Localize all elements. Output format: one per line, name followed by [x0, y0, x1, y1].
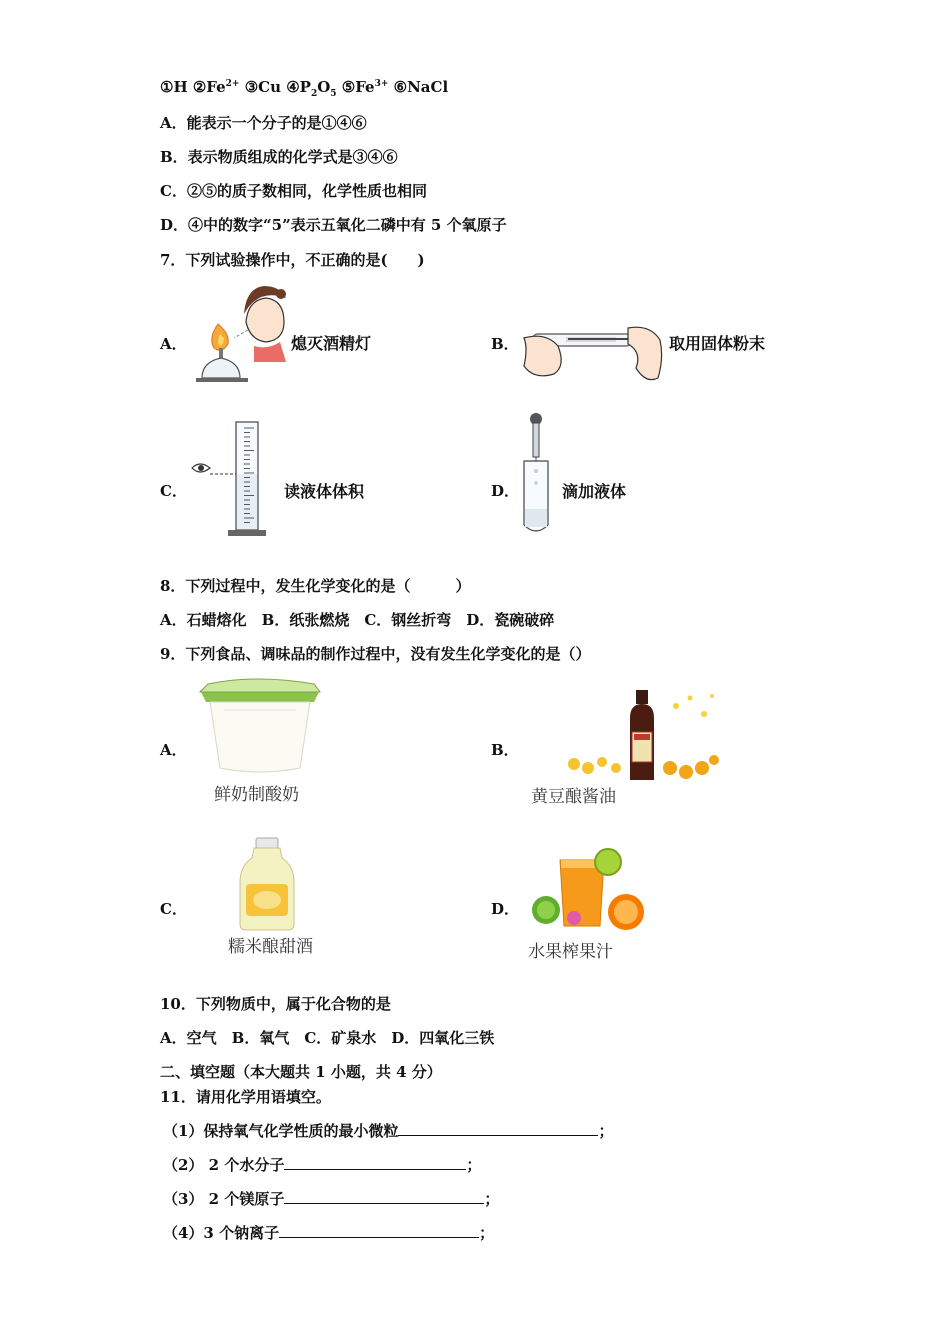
q7-caption-b: 取用固体粉末 [669, 334, 766, 353]
answer-blank[interactable] [284, 1155, 466, 1170]
q8-options: A．石蜡熔化 B．纸张燃烧 C．钢丝折弯 D．瓷碗破碎 [160, 611, 555, 629]
section-heading: 二、填空题（本大题共 1 小题，共 4 分） [160, 1063, 442, 1081]
alcohol-lamp-illustration [188, 282, 293, 397]
q7-letter-b: B． [491, 335, 519, 353]
q7-letter-a: A． [160, 335, 187, 353]
answer-blank[interactable] [284, 1189, 484, 1204]
q9-letter-d: D． [491, 900, 520, 918]
q7-letter-c: C． [160, 482, 187, 500]
q11-item-2 [163, 1154, 481, 1175]
q10-stem: 10．下列物质中，属于化合物的是 [160, 995, 391, 1013]
rice-wine-jar-image [238, 836, 296, 932]
q7-caption-d: 滴加液体 [562, 482, 627, 501]
q11-item-end: ； [479, 1224, 495, 1242]
q9-letter-b: B． [491, 741, 519, 759]
q8-stem: 8．下列过程中，发生化学变化的是（ ） [160, 577, 471, 595]
q11-item-label: （4）3 个钠离子 [163, 1224, 280, 1242]
q9-stem: 9．下列食品、调味品的制作过程中，没有发生化学变化的是（） [160, 645, 591, 663]
q11-stem: 11．请用化学用语填空。 [160, 1088, 331, 1106]
fruit-juice-image [528, 848, 646, 934]
q9-caption-a: 鲜奶制酸奶 [214, 785, 299, 805]
q7-letter-d: D． [491, 482, 520, 500]
q11-item-1 [163, 1120, 613, 1141]
q11-item-end: ； [598, 1122, 614, 1140]
q6-option-a: A．能表示一个分子的是①④⑥ [160, 114, 367, 132]
ion-text: ⑥NaCl [388, 78, 449, 96]
ion-charge: 3+ [374, 79, 389, 89]
ion-charge: 2+ [225, 79, 240, 89]
ion-text: ①H ②Fe [160, 78, 226, 96]
q11-item-end: ； [466, 1156, 482, 1174]
soy-sauce-image [566, 688, 721, 784]
q11-item-4 [163, 1222, 494, 1243]
answer-blank[interactable] [279, 1223, 479, 1238]
ion-text: O [317, 78, 331, 96]
graduated-cylinder-illustration [188, 418, 270, 540]
q11-item-label: （1）保持氧气化学性质的最小微粒 [163, 1122, 399, 1140]
ion-text: ③Cu ④P [239, 78, 311, 96]
subscript: 5 [330, 89, 337, 99]
q11-item-end: ； [484, 1190, 500, 1208]
q11-item-label: （3） 2 个镁原子 [163, 1190, 285, 1208]
q7-caption-a: 熄灭酒精灯 [291, 334, 372, 353]
q9-caption-d: 水果榨果汁 [528, 942, 613, 962]
yogurt-cup-image [196, 676, 324, 776]
subscript: 2 [310, 89, 318, 99]
q10-options: A．空气 B．氧气 C．矿泉水 D．四氧化三铁 [160, 1029, 495, 1047]
q6-option-b: B．表示物质组成的化学式是③④⑥ [160, 148, 398, 166]
q11-item-3 [163, 1188, 499, 1209]
dropper-test-tube-illustration [518, 413, 558, 539]
ion-text: ⑤Fe [336, 78, 375, 96]
q11-item-label: （2） 2 个水分子 [163, 1156, 285, 1174]
q9-caption-c: 糯米酿甜酒 [228, 937, 313, 957]
q7-caption-c: 读液体体积 [284, 482, 365, 501]
q7-stem: 7．下列试验操作中，不正确的是( ) [160, 251, 425, 269]
q9-caption-b: 黄豆酿酱油 [531, 787, 616, 807]
answer-blank[interactable] [398, 1121, 598, 1136]
q9-letter-c: C． [160, 900, 187, 918]
q6-ions-line [160, 78, 448, 99]
q6-option-c: C．②⑤的质子数相同，化学性质也相同 [160, 182, 427, 200]
q6-option-d: D．④中的数字“5”表示五氧化二磷中有 5 个氧原子 [160, 216, 507, 234]
q9-letter-a: A． [160, 741, 187, 759]
test-tube-spatula-illustration [518, 318, 666, 390]
